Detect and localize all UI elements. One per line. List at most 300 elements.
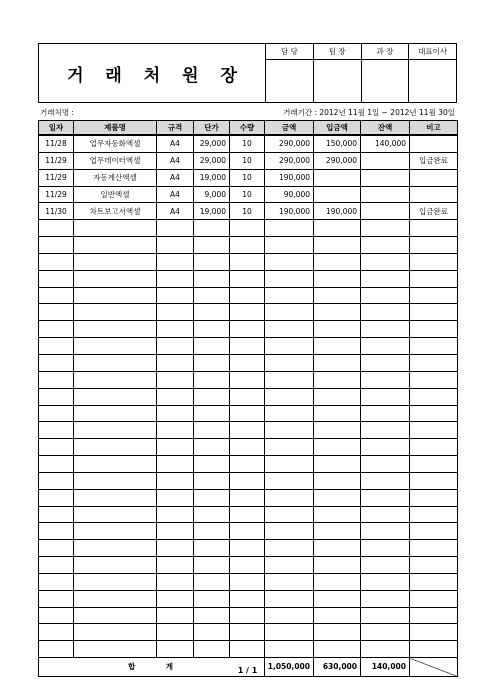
cell-amount[interactable] xyxy=(265,388,314,405)
cell-spec[interactable] xyxy=(157,523,194,540)
cell-spec[interactable] xyxy=(157,557,194,574)
cell-balance[interactable] xyxy=(361,607,410,624)
cell-note[interactable]: 입금완료 xyxy=(410,152,458,169)
cell-balance[interactable] xyxy=(361,523,410,540)
cell-spec[interactable] xyxy=(157,489,194,506)
cell-product[interactable]: 업무데이터엑셀 xyxy=(74,152,157,169)
cell-date[interactable] xyxy=(39,388,74,405)
cell-amount[interactable] xyxy=(265,220,314,237)
cell-note[interactable] xyxy=(410,405,458,422)
cell-note[interactable] xyxy=(410,624,458,641)
cell-product[interactable]: 차트보고서엑셀 xyxy=(74,203,157,220)
cell-balance[interactable] xyxy=(361,338,410,355)
cell-amount[interactable] xyxy=(265,422,314,439)
cell-balance[interactable] xyxy=(361,203,410,220)
cell-note[interactable] xyxy=(410,220,458,237)
cell-note[interactable] xyxy=(410,237,458,254)
cell-date[interactable] xyxy=(39,472,74,489)
cell-price[interactable] xyxy=(194,456,230,473)
cell-note[interactable] xyxy=(410,135,458,152)
cell-qty[interactable]: 10 xyxy=(230,135,265,152)
cell-amount[interactable] xyxy=(265,489,314,506)
cell-note[interactable] xyxy=(410,573,458,590)
cell-amount[interactable]: 90,000 xyxy=(265,186,314,203)
cell-balance[interactable] xyxy=(361,489,410,506)
cell-product[interactable] xyxy=(74,573,157,590)
cell-price[interactable] xyxy=(194,422,230,439)
cell-product[interactable] xyxy=(74,523,157,540)
cell-price[interactable] xyxy=(194,540,230,557)
cell-qty[interactable] xyxy=(230,422,265,439)
cell-note[interactable] xyxy=(410,169,458,186)
cell-product[interactable] xyxy=(74,338,157,355)
cell-date[interactable]: 11/29 xyxy=(39,169,74,186)
cell-balance[interactable] xyxy=(361,270,410,287)
cell-amount[interactable] xyxy=(265,523,314,540)
cell-date[interactable] xyxy=(39,624,74,641)
cell-deposit[interactable] xyxy=(314,186,361,203)
cell-product[interactable] xyxy=(74,489,157,506)
cell-balance[interactable] xyxy=(361,220,410,237)
empty-table-row xyxy=(39,304,458,321)
cell-price[interactable] xyxy=(194,506,230,523)
cell-date[interactable] xyxy=(39,557,74,574)
cell-qty[interactable] xyxy=(230,439,265,456)
cell-spec[interactable] xyxy=(157,371,194,388)
cell-price[interactable] xyxy=(194,270,230,287)
cell-price[interactable] xyxy=(194,590,230,607)
cell-deposit[interactable] xyxy=(314,388,361,405)
cell-product[interactable] xyxy=(74,354,157,371)
cell-spec[interactable] xyxy=(157,506,194,523)
cell-deposit[interactable] xyxy=(314,456,361,473)
cell-amount[interactable] xyxy=(265,540,314,557)
cell-qty[interactable] xyxy=(230,472,265,489)
cell-spec[interactable] xyxy=(157,304,194,321)
cell-qty[interactable] xyxy=(230,641,265,658)
cell-product[interactable] xyxy=(74,472,157,489)
cell-spec[interactable] xyxy=(157,338,194,355)
cell-deposit[interactable] xyxy=(314,590,361,607)
cell-price[interactable] xyxy=(194,641,230,658)
cell-price[interactable] xyxy=(194,573,230,590)
cell-date[interactable] xyxy=(39,523,74,540)
cell-note[interactable] xyxy=(410,540,458,557)
cell-qty[interactable] xyxy=(230,253,265,270)
cell-note[interactable] xyxy=(410,489,458,506)
cell-balance[interactable] xyxy=(361,371,410,388)
cell-balance[interactable] xyxy=(361,152,410,169)
cell-note[interactable] xyxy=(410,388,458,405)
cell-date[interactable] xyxy=(39,590,74,607)
cell-deposit[interactable] xyxy=(314,472,361,489)
cell-amount[interactable] xyxy=(265,607,314,624)
cell-date[interactable] xyxy=(39,354,74,371)
cell-product[interactable] xyxy=(74,405,157,422)
cell-price[interactable] xyxy=(194,557,230,574)
cell-qty[interactable] xyxy=(230,270,265,287)
cell-amount[interactable]: 190,000 xyxy=(265,203,314,220)
cell-note[interactable] xyxy=(410,439,458,456)
cell-product[interactable] xyxy=(74,220,157,237)
cell-balance[interactable] xyxy=(361,506,410,523)
cell-balance[interactable] xyxy=(361,287,410,304)
cell-amount[interactable] xyxy=(265,590,314,607)
cell-deposit[interactable] xyxy=(314,624,361,641)
cell-qty[interactable]: 10 xyxy=(230,152,265,169)
cell-note[interactable] xyxy=(410,557,458,574)
cell-note[interactable] xyxy=(410,304,458,321)
cell-amount[interactable] xyxy=(265,641,314,658)
cell-price[interactable] xyxy=(194,371,230,388)
cell-balance[interactable] xyxy=(361,169,410,186)
cell-balance[interactable] xyxy=(361,253,410,270)
cell-amount[interactable] xyxy=(265,624,314,641)
cell-balance[interactable] xyxy=(361,405,410,422)
cell-date[interactable] xyxy=(39,371,74,388)
cell-qty[interactable] xyxy=(230,540,265,557)
approval-label-manager: 과 장 xyxy=(361,44,409,60)
cell-qty[interactable] xyxy=(230,405,265,422)
cell-qty[interactable] xyxy=(230,607,265,624)
cell-amount[interactable] xyxy=(265,270,314,287)
cell-date[interactable] xyxy=(39,456,74,473)
cell-qty[interactable] xyxy=(230,523,265,540)
cell-product[interactable] xyxy=(74,506,157,523)
cell-note[interactable] xyxy=(410,523,458,540)
cell-deposit[interactable] xyxy=(314,641,361,658)
empty-table-row xyxy=(39,371,458,388)
cell-product[interactable] xyxy=(74,422,157,439)
cell-date[interactable] xyxy=(39,573,74,590)
cell-note[interactable] xyxy=(410,287,458,304)
cell-qty[interactable] xyxy=(230,624,265,641)
cell-balance[interactable] xyxy=(361,354,410,371)
cell-deposit[interactable] xyxy=(314,540,361,557)
cell-price[interactable] xyxy=(194,304,230,321)
cell-deposit[interactable] xyxy=(314,405,361,422)
cell-note[interactable] xyxy=(410,186,458,203)
cell-date[interactable] xyxy=(39,220,74,237)
approval-sign-staff[interactable] xyxy=(266,60,314,103)
cell-balance[interactable]: 140,000 xyxy=(361,135,410,152)
cell-note[interactable] xyxy=(410,371,458,388)
cell-product[interactable] xyxy=(74,641,157,658)
cell-price[interactable] xyxy=(194,388,230,405)
cell-product[interactable] xyxy=(74,371,157,388)
cell-balance[interactable] xyxy=(361,624,410,641)
cell-qty[interactable] xyxy=(230,489,265,506)
cell-qty[interactable] xyxy=(230,590,265,607)
cell-date[interactable] xyxy=(39,287,74,304)
cell-spec[interactable] xyxy=(157,270,194,287)
cell-date[interactable]: 11/29 xyxy=(39,152,74,169)
cell-date[interactable]: 11/30 xyxy=(39,203,74,220)
cell-date[interactable] xyxy=(39,405,74,422)
cell-amount[interactable] xyxy=(265,304,314,321)
cell-note[interactable] xyxy=(410,338,458,355)
cell-balance[interactable] xyxy=(361,557,410,574)
cell-deposit[interactable] xyxy=(314,439,361,456)
cell-product[interactable] xyxy=(74,237,157,254)
cell-spec[interactable] xyxy=(157,590,194,607)
cell-amount[interactable] xyxy=(265,506,314,523)
cell-deposit[interactable] xyxy=(314,354,361,371)
cell-balance[interactable] xyxy=(361,439,410,456)
cell-date[interactable] xyxy=(39,237,74,254)
cell-product[interactable]: 일반엑셀 xyxy=(74,186,157,203)
approval-label-team-lead: 팀 장 xyxy=(313,44,361,60)
cell-price[interactable] xyxy=(194,253,230,270)
cell-product[interactable]: 자동계산엑셀 xyxy=(74,169,157,186)
approval-label-ceo: 대표이사 xyxy=(409,44,457,60)
cell-price[interactable] xyxy=(194,439,230,456)
cell-deposit[interactable] xyxy=(314,371,361,388)
empty-table-row xyxy=(39,220,458,237)
empty-table-row xyxy=(39,641,458,658)
cell-deposit[interactable] xyxy=(314,287,361,304)
cell-spec[interactable]: A4 xyxy=(157,135,194,152)
cell-date[interactable] xyxy=(39,439,74,456)
cell-spec[interactable] xyxy=(157,220,194,237)
cell-balance[interactable] xyxy=(361,641,410,658)
cell-date[interactable] xyxy=(39,338,74,355)
approval-sign-manager[interactable] xyxy=(361,60,409,103)
cell-spec[interactable] xyxy=(157,540,194,557)
cell-spec[interactable]: A4 xyxy=(157,169,194,186)
cell-note[interactable] xyxy=(410,472,458,489)
cell-qty[interactable] xyxy=(230,573,265,590)
cell-qty[interactable] xyxy=(230,304,265,321)
cell-deposit[interactable] xyxy=(314,253,361,270)
cell-spec[interactable] xyxy=(157,287,194,304)
cell-amount[interactable] xyxy=(265,472,314,489)
cell-balance[interactable] xyxy=(361,237,410,254)
cell-qty[interactable] xyxy=(230,506,265,523)
cell-price[interactable]: 29,000 xyxy=(194,152,230,169)
cell-product[interactable] xyxy=(74,253,157,270)
cell-price[interactable] xyxy=(194,472,230,489)
cell-deposit[interactable] xyxy=(314,169,361,186)
cell-product[interactable] xyxy=(74,607,157,624)
cell-spec[interactable] xyxy=(157,472,194,489)
cell-deposit[interactable]: 290,000 xyxy=(314,152,361,169)
cell-product[interactable] xyxy=(74,456,157,473)
cell-deposit[interactable] xyxy=(314,557,361,574)
cell-deposit[interactable] xyxy=(314,573,361,590)
cell-deposit[interactable]: 190,000 xyxy=(314,203,361,220)
cell-spec[interactable] xyxy=(157,253,194,270)
cell-amount[interactable]: 290,000 xyxy=(265,135,314,152)
cell-spec[interactable] xyxy=(157,573,194,590)
cell-note[interactable] xyxy=(410,253,458,270)
cell-product[interactable] xyxy=(74,624,157,641)
cell-spec[interactable] xyxy=(157,456,194,473)
cell-balance[interactable] xyxy=(361,321,410,338)
cell-date[interactable] xyxy=(39,506,74,523)
cell-qty[interactable] xyxy=(230,371,265,388)
cell-date[interactable] xyxy=(39,641,74,658)
cell-price[interactable] xyxy=(194,354,230,371)
cell-note[interactable] xyxy=(410,456,458,473)
cell-qty[interactable]: 10 xyxy=(230,169,265,186)
cell-amount[interactable] xyxy=(265,439,314,456)
cell-note[interactable] xyxy=(410,590,458,607)
cell-note[interactable] xyxy=(410,506,458,523)
cell-qty[interactable] xyxy=(230,287,265,304)
cell-amount[interactable] xyxy=(265,573,314,590)
cell-balance[interactable] xyxy=(361,422,410,439)
cell-date[interactable] xyxy=(39,321,74,338)
cell-spec[interactable] xyxy=(157,388,194,405)
cell-date[interactable] xyxy=(39,422,74,439)
cell-deposit[interactable] xyxy=(314,304,361,321)
cell-note[interactable]: 입금완료 xyxy=(410,203,458,220)
cell-deposit[interactable] xyxy=(314,338,361,355)
cell-spec[interactable]: A4 xyxy=(157,203,194,220)
cell-price[interactable]: 29,000 xyxy=(194,135,230,152)
cell-deposit[interactable] xyxy=(314,321,361,338)
empty-table-row xyxy=(39,607,458,624)
approval-box xyxy=(265,43,457,103)
cell-product[interactable] xyxy=(74,590,157,607)
empty-table-row xyxy=(39,557,458,574)
cell-product[interactable] xyxy=(74,388,157,405)
cell-deposit[interactable] xyxy=(314,422,361,439)
cell-note[interactable] xyxy=(410,607,458,624)
cell-qty[interactable] xyxy=(230,338,265,355)
cell-deposit[interactable]: 150,000 xyxy=(314,135,361,152)
cell-balance[interactable] xyxy=(361,573,410,590)
cell-spec[interactable] xyxy=(157,607,194,624)
cell-price[interactable]: 9,000 xyxy=(194,186,230,203)
approval-sign-team-lead[interactable] xyxy=(313,60,361,103)
cell-price[interactable] xyxy=(194,489,230,506)
empty-table-row xyxy=(39,624,458,641)
cell-amount[interactable] xyxy=(265,287,314,304)
cell-date[interactable]: 11/28 xyxy=(39,135,74,152)
cell-product[interactable] xyxy=(74,540,157,557)
cell-product[interactable] xyxy=(74,439,157,456)
cell-price[interactable] xyxy=(194,287,230,304)
cell-note[interactable] xyxy=(410,321,458,338)
cell-note[interactable] xyxy=(410,641,458,658)
cell-deposit[interactable] xyxy=(314,523,361,540)
cell-date[interactable]: 11/29 xyxy=(39,186,74,203)
cell-qty[interactable] xyxy=(230,456,265,473)
cell-balance[interactable] xyxy=(361,456,410,473)
cell-spec[interactable] xyxy=(157,439,194,456)
cell-amount[interactable] xyxy=(265,321,314,338)
cell-amount[interactable] xyxy=(265,557,314,574)
cell-product[interactable] xyxy=(74,287,157,304)
cell-price[interactable] xyxy=(194,338,230,355)
cell-amount[interactable] xyxy=(265,405,314,422)
cell-qty[interactable] xyxy=(230,321,265,338)
cell-price[interactable]: 19,000 xyxy=(194,169,230,186)
cell-amount[interactable] xyxy=(265,354,314,371)
cell-qty[interactable] xyxy=(230,220,265,237)
cell-qty[interactable] xyxy=(230,557,265,574)
cell-spec[interactable] xyxy=(157,422,194,439)
cell-deposit[interactable] xyxy=(314,489,361,506)
trade-period: 거래기간 : 2012년 11월 1일 ~ 2012년 11월 30일 xyxy=(283,108,455,117)
cell-qty[interactable]: 10 xyxy=(230,203,265,220)
cell-deposit[interactable] xyxy=(314,220,361,237)
cell-price[interactable] xyxy=(194,237,230,254)
cell-qty[interactable] xyxy=(230,354,265,371)
cell-date[interactable] xyxy=(39,304,74,321)
cell-price[interactable]: 19,000 xyxy=(194,203,230,220)
cell-qty[interactable] xyxy=(230,237,265,254)
cell-product[interactable] xyxy=(74,270,157,287)
cell-product[interactable] xyxy=(74,304,157,321)
cell-price[interactable] xyxy=(194,607,230,624)
col-header-spec: 규격 xyxy=(157,121,194,136)
approval-sign-ceo[interactable] xyxy=(409,60,457,103)
cell-spec[interactable] xyxy=(157,354,194,371)
cell-spec[interactable] xyxy=(157,641,194,658)
cell-price[interactable] xyxy=(194,523,230,540)
cell-spec[interactable]: A4 xyxy=(157,186,194,203)
cell-balance[interactable] xyxy=(361,186,410,203)
cell-qty[interactable] xyxy=(230,388,265,405)
cell-price[interactable] xyxy=(194,321,230,338)
cell-amount[interactable]: 190,000 xyxy=(265,169,314,186)
cell-balance[interactable] xyxy=(361,590,410,607)
cell-deposit[interactable] xyxy=(314,607,361,624)
cell-deposit[interactable] xyxy=(314,270,361,287)
cell-qty[interactable]: 10 xyxy=(230,186,265,203)
cell-spec[interactable]: A4 xyxy=(157,152,194,169)
cell-price[interactable] xyxy=(194,624,230,641)
cell-note[interactable] xyxy=(410,354,458,371)
cell-date[interactable] xyxy=(39,607,74,624)
empty-table-row xyxy=(39,472,458,489)
empty-table-row xyxy=(39,253,458,270)
cell-deposit[interactable] xyxy=(314,506,361,523)
col-header-note: 비고 xyxy=(410,121,458,136)
cell-price[interactable] xyxy=(194,405,230,422)
cell-price[interactable] xyxy=(194,220,230,237)
cell-spec[interactable] xyxy=(157,321,194,338)
cell-note[interactable] xyxy=(410,422,458,439)
cell-balance[interactable] xyxy=(361,304,410,321)
cell-balance[interactable] xyxy=(361,388,410,405)
cell-balance[interactable] xyxy=(361,540,410,557)
cell-spec[interactable] xyxy=(157,624,194,641)
cell-amount[interactable] xyxy=(265,456,314,473)
cell-deposit[interactable] xyxy=(314,237,361,254)
cell-date[interactable] xyxy=(39,270,74,287)
cell-amount[interactable] xyxy=(265,237,314,254)
cell-spec[interactable] xyxy=(157,237,194,254)
cell-note[interactable] xyxy=(410,270,458,287)
cell-amount[interactable] xyxy=(265,371,314,388)
cell-date[interactable] xyxy=(39,489,74,506)
cell-amount[interactable] xyxy=(265,253,314,270)
cell-product[interactable] xyxy=(74,321,157,338)
cell-date[interactable] xyxy=(39,540,74,557)
cell-amount[interactable] xyxy=(265,338,314,355)
cell-product[interactable] xyxy=(74,557,157,574)
cell-date[interactable] xyxy=(39,253,74,270)
cell-balance[interactable] xyxy=(361,472,410,489)
col-header-qty: 수량 xyxy=(230,121,265,136)
cell-amount[interactable]: 290,000 xyxy=(265,152,314,169)
cell-spec[interactable] xyxy=(157,405,194,422)
cell-product[interactable]: 업무자동화엑셀 xyxy=(74,135,157,152)
